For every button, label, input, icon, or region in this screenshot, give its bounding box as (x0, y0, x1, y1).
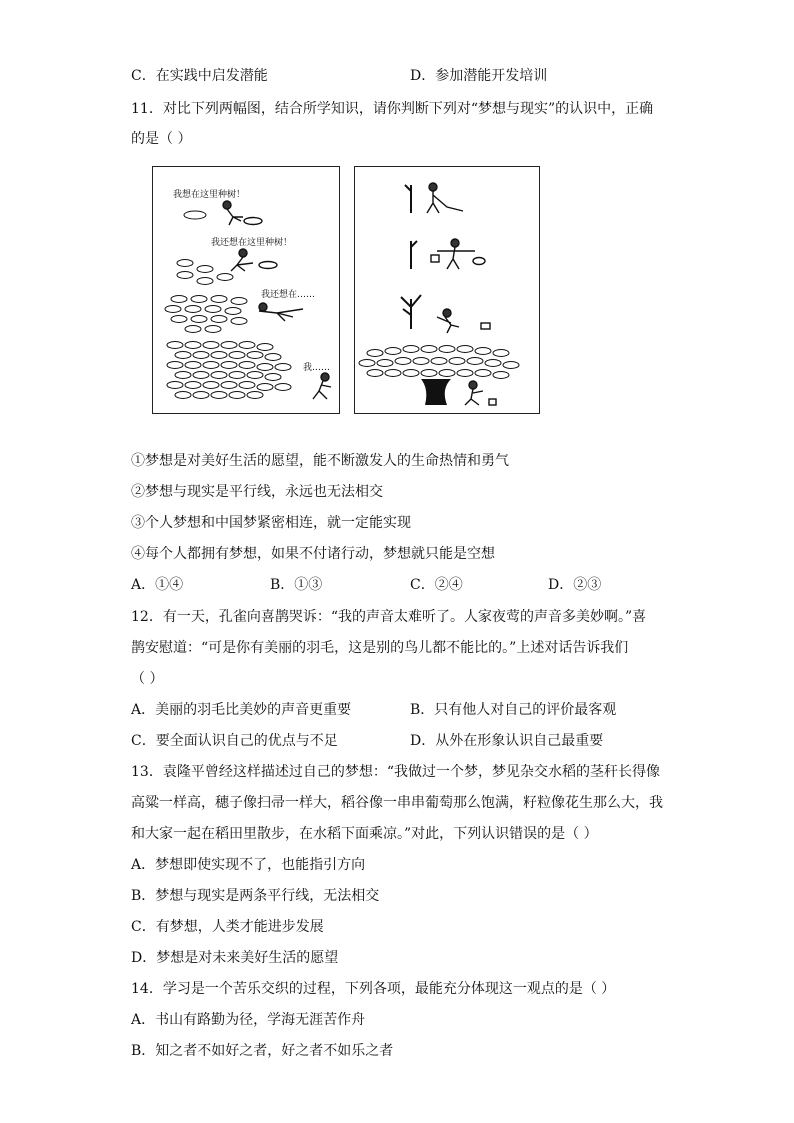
gardening-person-icon (437, 309, 490, 333)
big-tree-icon (359, 346, 519, 406)
q13-stem-line2: 高粱一样高，穗子像扫帚一样大，稻谷像一串串葡萄那么饱满，籽粒像花生那么大，我 (131, 795, 663, 811)
sapling-icon (411, 241, 417, 269)
figure-right-reality (354, 166, 540, 414)
resting-person-icon (465, 381, 496, 405)
q11-option-d[interactable]: D．②③ (548, 577, 602, 593)
q13-option-b[interactable]: B．梦想与现实是两条平行线，无法相交 (131, 888, 380, 904)
q14-stem: 14．学习是一个苦乐交织的过程，下列各项，最能充分体现这一观点的是（ ） (131, 981, 616, 997)
q12-stem-line2: 鹊安慰道：“可是你有美丽的羽毛，这是别的鸟儿都不能比的。”上述对话告诉我们 (131, 640, 629, 656)
q13-option-a[interactable]: A．梦想即使实现不了，也能指引方向 (131, 857, 366, 873)
option-c: C．在实践中启发潜能 (131, 68, 268, 84)
option-d: D．参加潜能开发培训 (410, 68, 548, 84)
q13-option-c[interactable]: C．有梦想，人类才能进步发展 (131, 919, 324, 935)
q11-statement-1: ①梦想是对美好生活的愿望，能不断激发人的生命热情和勇气 (131, 453, 509, 469)
small-tree-icon (401, 295, 421, 329)
q12-stem-line3: （ ） (131, 671, 164, 687)
q12-options-row-2 (131, 731, 671, 751)
digging-person-icon (223, 201, 262, 225)
figure-left-caption-3: 我还想在…… (261, 290, 316, 300)
figure-right-illustration (355, 167, 539, 413)
planting-person-icon (427, 183, 463, 213)
q12-stem-line1: 12．有一天，孔雀向喜鹊哭诉：“我的声音太难听了。人家夜莺的声音多美妙啊。”喜 (131, 609, 647, 625)
tired-person-icon (313, 373, 331, 399)
figure-left-caption-1: 我想在这里种树！ (173, 190, 246, 200)
figure-left-caption-2: 我还想在这里种树！ (211, 238, 293, 248)
q13-option-d[interactable]: D．梦想是对未来美好生活的愿望 (131, 950, 339, 966)
q13-stem-line1: 13．袁隆平曾经这样描述过自己的梦想：“我做过一个梦，梦见杂交水稻的茎秆长得像 (131, 764, 660, 780)
figure-left-dreaming (152, 166, 340, 414)
q11-statement-4: ④每个人都拥有梦想，如果不付诸行动，梦想就只能是空想 (131, 546, 495, 562)
q14-option-b[interactable]: B．知之者不如好之者，好之者不如乐之者 (131, 1043, 394, 1059)
q11-stem-line2: 的是（ ） (131, 131, 192, 147)
prev-options-row (131, 66, 671, 86)
sapling-icon (405, 185, 411, 213)
q12-option-c[interactable]: C．要全面认识自己的优点与不足 (131, 733, 338, 749)
q11-option-c[interactable]: C．②④ (410, 577, 463, 593)
q14-option-a[interactable]: A．书山有路勤为径，学海无涯苦作舟 (131, 1012, 366, 1028)
watering-person-icon (431, 239, 485, 269)
q12-option-a[interactable]: A．美丽的羽毛比美妙的声音更重要 (131, 702, 352, 718)
running-person-icon (259, 303, 303, 321)
q11-statement-2: ②梦想与现实是平行线，永远也无法相交 (131, 484, 383, 500)
q12-option-d[interactable]: D．从外在形象认识自己最重要 (410, 733, 604, 749)
digging-person-icon (231, 249, 277, 271)
q13-stem-line3: 和大家一起在稻田里散步，在水稻下面乘凉。”对此，下列认识错误的是（ ） (131, 826, 598, 842)
figure-left-caption-4: 我…… (303, 363, 331, 373)
q11-stem-line1: 11．对比下列两幅图，结合所学知识，请你判断下列对“梦想与现实”的认识中，正确 (131, 101, 654, 117)
q11-options-row (131, 575, 671, 595)
figure-left-illustration (153, 167, 339, 413)
q12-option-b[interactable]: B．只有他人对自己的评价最客观 (410, 702, 617, 718)
q11-statement-3: ③个人梦想和中国梦紧密相连，就一定能实现 (131, 515, 411, 531)
q11-option-b[interactable]: B．①③ (270, 577, 323, 593)
q11-option-a[interactable]: A．①④ (131, 577, 184, 593)
q12-options-row-1 (131, 700, 671, 720)
